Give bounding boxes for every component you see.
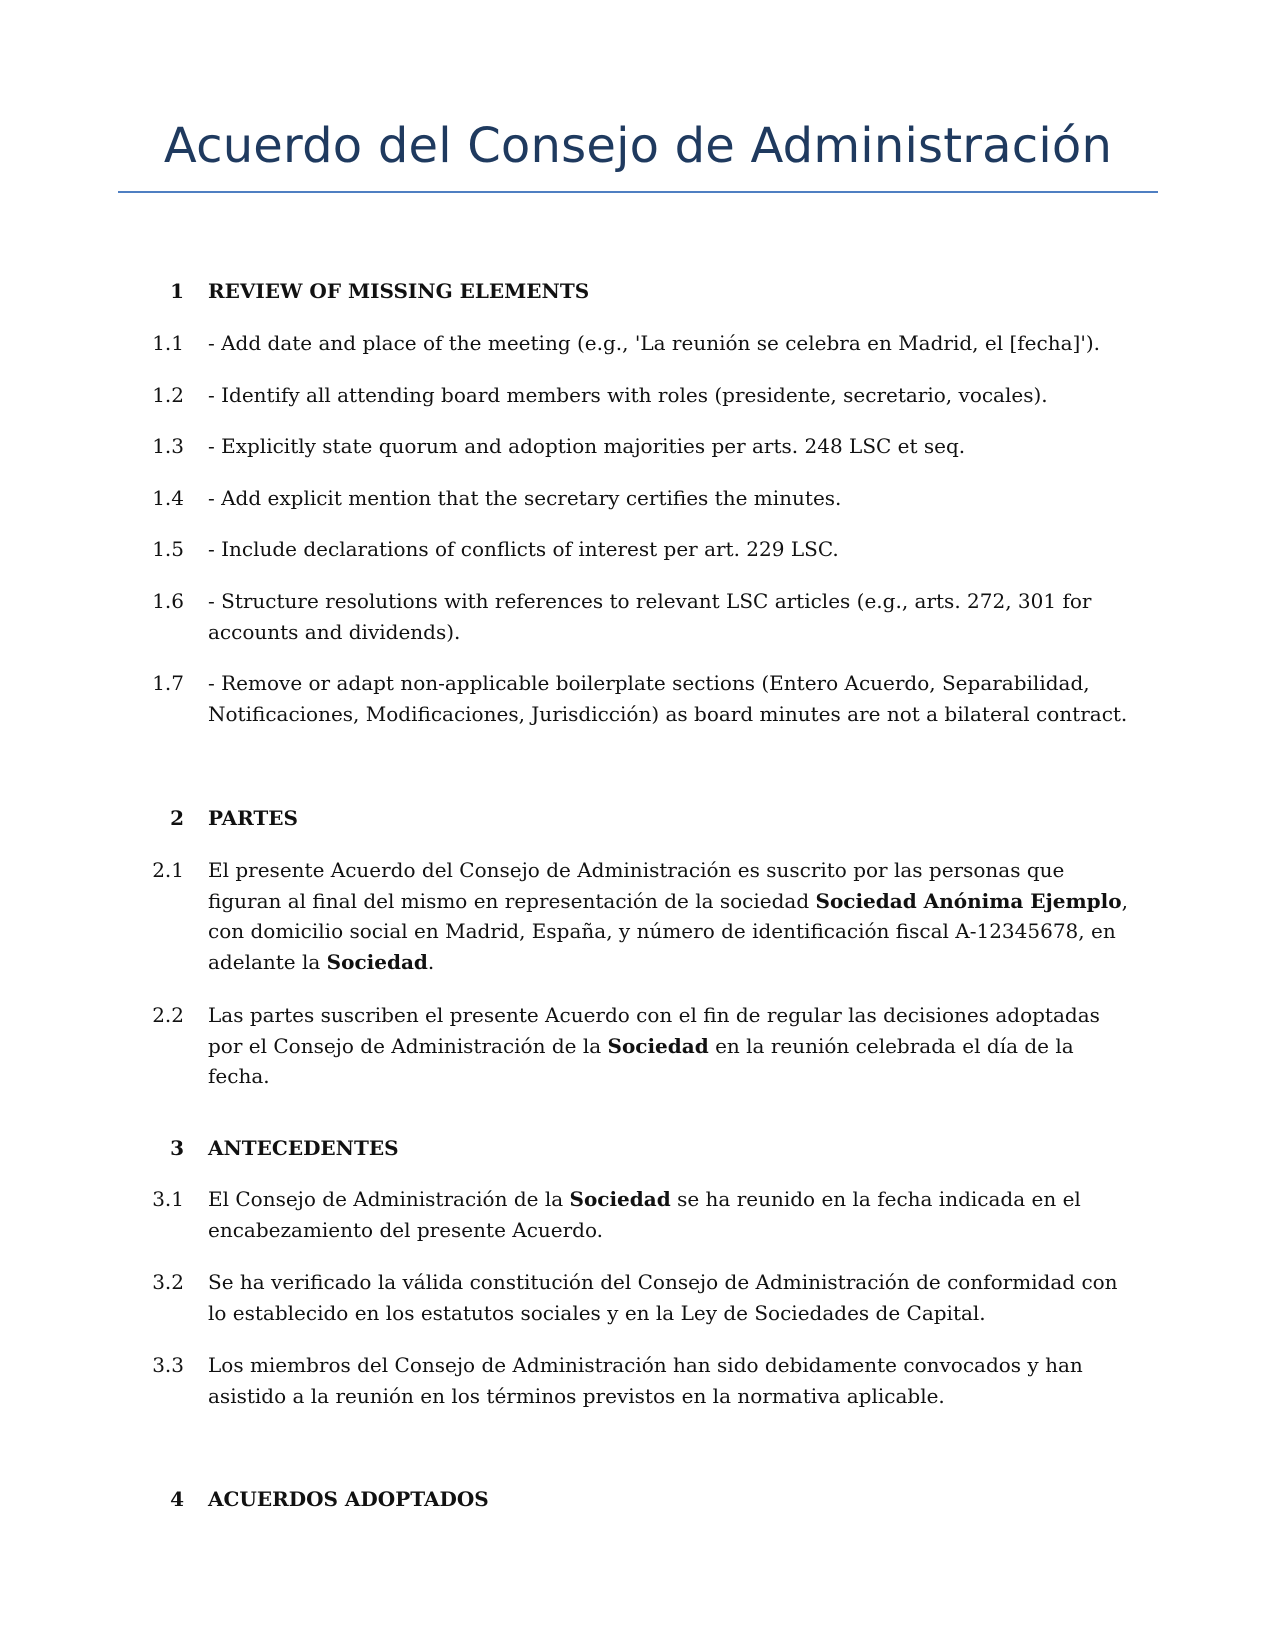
clause-text: - Remove or adapt non-applicable boilerplate sections (Entero Acuerdo, Separabilidad, Notificaciones, Modificaciones, Jurisdicción) as board minutes are not a bilateral contract.	[208, 671, 1128, 726]
clause-number: 2.2	[152, 1003, 184, 1027]
section-title: ACUERDOS ADOPTADOS	[208, 1487, 489, 1511]
clause-number: 3.1	[152, 1187, 184, 1211]
clause-number: 1.2	[152, 383, 184, 407]
clause-text-segment: .	[427, 949, 435, 974]
section-number: 2	[170, 806, 184, 830]
clause-text	[208, 1184, 1138, 1245]
section-title: REVIEW OF MISSING ELEMENTS	[208, 279, 590, 303]
clause-text-segment: en la reunión celebrada el día de la fecha.	[208, 1033, 1074, 1088]
clause-text: Los miembros del Consejo de Administración han sido debidamente convocados y han asistido a la reunión en los términos previstos en la normativa aplicable.	[208, 1353, 1083, 1408]
clause-text-segment: Las partes suscriben el presente Acuerdo con el fin de regular las decisiones adoptadas por el Consejo de Administración de la	[208, 1003, 1100, 1058]
clause-number: 2.1	[152, 858, 184, 882]
clause-text	[208, 855, 1138, 977]
clause-number: 3.2	[152, 1270, 184, 1294]
clause-text	[208, 1000, 1138, 1092]
clause-text: - Add date and place of the meeting (e.g., 'La reunión se celebra en Madrid, el [fecha]').	[208, 331, 1100, 355]
clause-number: 1.6	[152, 589, 184, 613]
clause-text: - Add explicit mention that the secretary certifies the minutes.	[208, 486, 842, 510]
clause-number: 3.3	[152, 1353, 184, 1377]
clause-number: 1.7	[152, 671, 184, 695]
clause-text-segment: , con domicilio social en Madrid, España, y número de identificación fiscal A-12345678, en adelante la	[208, 888, 1128, 974]
clause-text: - Structure resolutions with references to relevant LSC articles (e.g., arts. 272, 301 for accounts and dividends).	[208, 589, 1092, 644]
defined-term: Sociedad	[607, 1033, 709, 1058]
clause-text: - Explicitly state quorum and adoption majorities per arts. 248 LSC et seq.	[208, 434, 966, 458]
section-title: PARTES	[208, 806, 298, 830]
section-number: 4	[170, 1487, 184, 1511]
clause-text-segment: se ha reunido en la fecha indicada en el encabezamiento del presente Acuerdo.	[208, 1187, 1081, 1242]
clause-text: - Include declarations of conflicts of interest per art. 229 LSC.	[208, 537, 839, 561]
section-title: ANTECEDENTES	[208, 1136, 399, 1160]
title-underline	[118, 191, 1158, 193]
section-number: 1	[170, 279, 184, 303]
clause-text-segment: El Consejo de Administración de la	[208, 1187, 570, 1211]
company-name: Sociedad Anónima Ejemplo	[815, 888, 1122, 913]
defined-term: Sociedad	[569, 1187, 671, 1211]
document-title: Acuerdo del Consejo de Administración	[163, 118, 1113, 174]
defined-term: Sociedad	[326, 949, 428, 974]
section-number: 3	[170, 1136, 184, 1160]
clause-number: 1.5	[152, 537, 184, 561]
clause-number: 1.4	[152, 486, 184, 510]
clause-number: 1.1	[152, 331, 184, 355]
clause-number: 1.3	[152, 434, 184, 458]
clause-text-segment: El presente Acuerdo del Consejo de Administración es suscrito por las personas que figuran al final del mismo en representación de la sociedad	[208, 858, 1065, 913]
clause-text: - Identify all attending board members with roles (presidente, secretario, vocales).	[208, 383, 1048, 407]
clause-text: Se ha verificado la válida constitución del Consejo de Administración de conformidad con lo establecido en los estatutos sociales y en la Ley de Sociedades de Capital.	[208, 1270, 1118, 1325]
